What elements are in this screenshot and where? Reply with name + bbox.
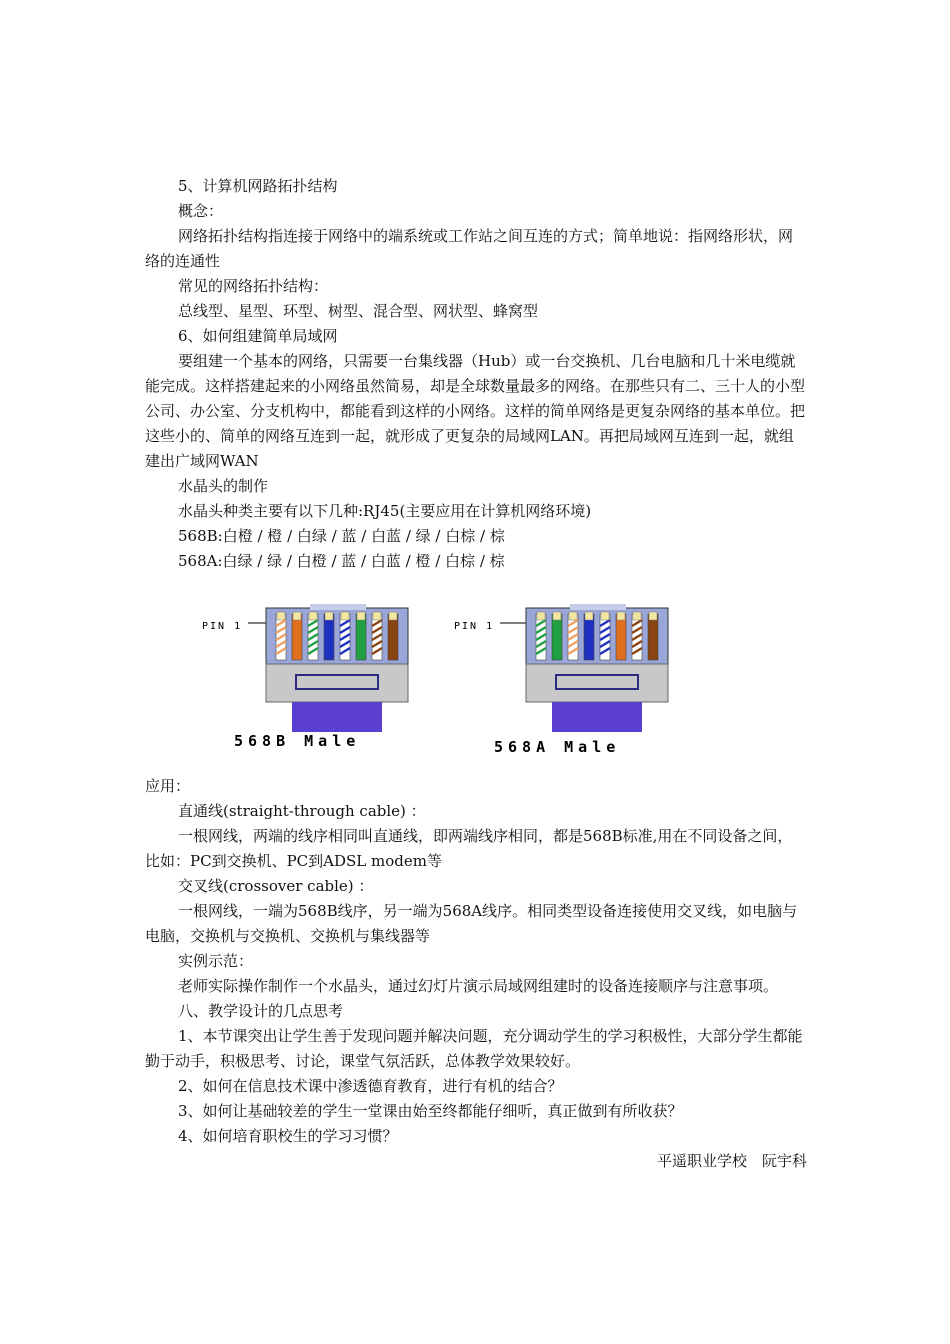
paragraph: 要组建一个基本的网络，只需要一台集线器（Hub）或一台交换机、几台电脑和几十米电缆就能完成。这样搭建起来的小网络虽然简易，却是全球数量最多的网络。在那些只有二、三十人的小型公司、办公室、分支机构中，都能看到这样的小网络。这样的简单网络是更复杂网络的基本单位。把这些小的、简单的网络互连到一起，就形成了更复杂的局域网LAN。再把局域网互连到一起，就组建出广域网WAN [145, 352, 806, 470]
paragraph: 实例示范： [178, 952, 254, 970]
paragraph: 总线型、星型、环型、树型、混合型、网状型、蜂窝型 [178, 302, 539, 320]
plug-568a-diagram [452, 596, 692, 766]
paragraph: 网络拓扑结构指连接于网络中的端系统或工作站之间互连的方式；简单地说：指网络形状，网络的连通性 [145, 227, 794, 270]
paragraph: 老师实际操作制作一个水晶头，通过幻灯片演示局域网组建时的设备连接顺序与注意事项。 [178, 977, 779, 995]
paragraph: 交叉线(crossover cable) ： [178, 877, 374, 895]
plug-latch [570, 604, 626, 610]
plug-caption: 568B Male [234, 732, 361, 750]
wire-3 [308, 612, 318, 660]
paragraph: 568A:白绿 / 绿 / 白橙 / 蓝 / 白蓝 / 橙 / 白棕 / 棕 [178, 552, 505, 570]
wire-7 [372, 612, 382, 660]
wire-6 [616, 612, 626, 660]
plug-body [526, 664, 668, 702]
paragraph: 568B:白橙 / 橙 / 白绿 / 蓝 / 白蓝 / 绿 / 白棕 / 棕 [178, 527, 505, 545]
paragraph: 水晶头种类主要有以下几种:RJ45(主要应用在计算机网络环境) [178, 502, 592, 520]
text-block-top [145, 174, 807, 574]
wire-6 [356, 612, 366, 660]
document-page [145, 174, 807, 1174]
wire-5 [600, 612, 610, 660]
plug-latch [310, 604, 366, 610]
paragraph: 概念： [178, 202, 224, 220]
plug-568b-diagram [200, 596, 420, 756]
cable-boot [552, 702, 642, 732]
paragraph: 水晶头的制作 [178, 477, 269, 495]
paragraph: 一根网线，两端的线序相同叫直通线，即两端线序相同，都是568B标准,用在不同设备之间，比如：PC到交换机、PC到ADSL modem等 [145, 827, 793, 870]
signature: 平遥职业学校 阮宇科 [656, 1152, 807, 1170]
wire-2 [552, 612, 562, 660]
pin-1-label: PIN 1 [202, 621, 243, 632]
text-block-bottom [145, 774, 807, 1149]
paragraph: 4、如何培育职校生的学习习惯？ [178, 1127, 398, 1145]
plug-frame [526, 608, 668, 664]
paragraph: 直通线(straight-through cable) ： [178, 802, 426, 820]
paragraph: 1、本节课突出让学生善于发现问题并解决问题，充分调动学生的学习积极性，大部分学生都能勤于动手，积极思考、讨论，课堂气氛活跃，总体教学效果较好。 [145, 1027, 803, 1070]
cable-boot [292, 702, 382, 732]
paragraph: 一根网线，一端为568B线序，另一端为568A线序。相同类型设备连接使用交叉线，如电脑与电脑，交换机与交换机、交换机与集线器等 [145, 902, 798, 945]
paragraph: 2、如何在信息技术课中渗透德育教育，进行有机的结合？ [178, 1077, 563, 1095]
paragraph: 3、如何让基础较差的学生一堂课由始至终都能仔细听，真正做到有所收获？ [178, 1102, 683, 1120]
plug-body [266, 664, 408, 702]
wire-8 [648, 612, 658, 660]
wire-2 [292, 612, 302, 660]
paragraph: 八、教学设计的几点思考 [178, 1002, 344, 1020]
pin-1-label: PIN 1 [454, 621, 495, 632]
paragraph: 应用： [145, 777, 191, 795]
wire-4 [324, 612, 334, 660]
wire-5 [340, 612, 350, 660]
wire-8 [388, 612, 398, 660]
wire-1 [276, 612, 286, 660]
wire-7 [632, 612, 642, 660]
paragraph: 6、如何组建简单局域网 [178, 327, 338, 345]
rj45-figure [145, 574, 807, 774]
plug-frame [266, 608, 408, 664]
plug-caption: 568A Male [494, 738, 621, 756]
paragraph: 5、计算机网路拓扑结构 [178, 177, 338, 195]
wire-4 [584, 612, 594, 660]
wire-3 [568, 612, 578, 660]
paragraph: 常见的网络拓扑结构： [178, 277, 329, 295]
wire-1 [536, 612, 546, 660]
